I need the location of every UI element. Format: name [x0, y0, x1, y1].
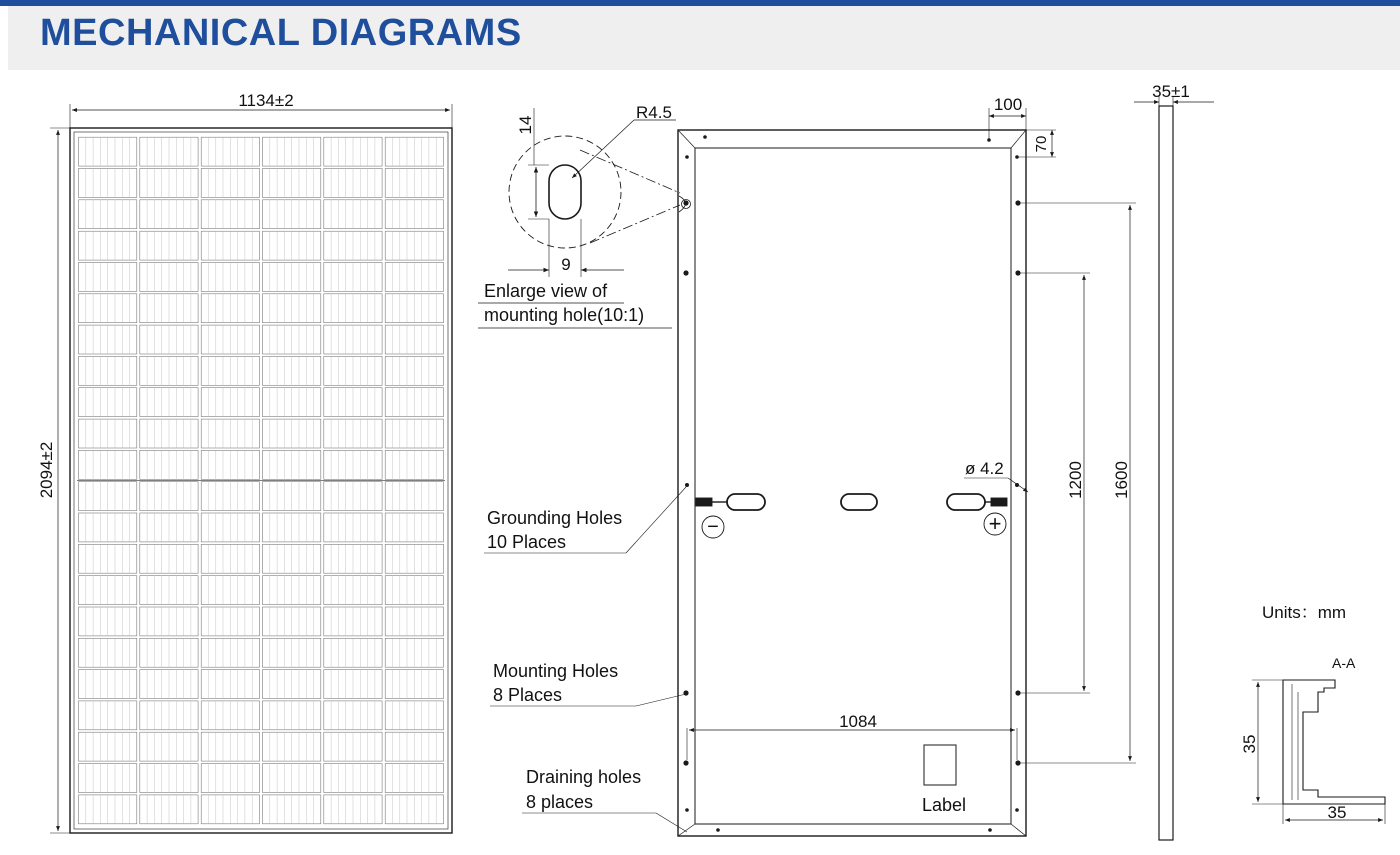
- inner-span-label: 1200: [1066, 461, 1085, 499]
- junction-box-right: [947, 494, 985, 510]
- enlarge-caption-line2: mounting hole(10:1): [484, 305, 645, 325]
- positive-symbol: +: [988, 511, 1002, 536]
- hole-radius-label: R4.5: [636, 103, 672, 122]
- enlarge-circle: [509, 136, 621, 248]
- draining-hole: [716, 828, 720, 832]
- hole-width-label: 9: [561, 255, 571, 274]
- front-view: [50, 104, 452, 833]
- negative-symbol: −: [707, 516, 719, 538]
- draining-callout-line2: 8 places: [526, 792, 594, 812]
- label-box-text: Label: [921, 795, 967, 815]
- mounting-hole-slot: [549, 165, 581, 219]
- draining-hole: [988, 828, 992, 832]
- grounding-callout-line1: Grounding Holes: [487, 508, 623, 528]
- connector-negative: [696, 498, 712, 506]
- grounding-hole: [685, 483, 689, 487]
- top-offset-label: 100: [993, 95, 1023, 114]
- connector-positive: [991, 498, 1007, 506]
- side-profile: [1159, 106, 1173, 840]
- mounting-hole: [683, 200, 688, 205]
- section-title: A-A: [1332, 655, 1356, 671]
- outer-span-label: 1600: [1112, 461, 1131, 499]
- hole-diameter-label: ø 4.2: [965, 459, 1004, 478]
- section-height-label: 35: [1240, 734, 1259, 754]
- back-view: [484, 108, 1136, 836]
- thickness-label: 35±1: [1152, 82, 1190, 101]
- label-box: [924, 745, 956, 785]
- draining-hole: [685, 155, 689, 159]
- draining-callout-line1: Draining holes: [526, 767, 642, 787]
- junction-box-center: [841, 494, 877, 510]
- enlarge-leader-bottom: [590, 205, 680, 243]
- front-height-label: 2094±2: [37, 441, 56, 499]
- mounting-callout-line2: 8 Places: [493, 685, 563, 705]
- grounding-callout-line2: 10 Places: [487, 532, 567, 552]
- mounting-hole: [683, 760, 688, 765]
- page-title: MECHANICAL DIAGRAMS: [40, 12, 522, 54]
- bottom-width-label: 1084: [839, 712, 877, 731]
- junction-box-left: [727, 494, 765, 510]
- mounting-hole: [683, 690, 688, 695]
- top-margin-label: 70: [1033, 135, 1050, 153]
- front-width-label: 1134±2: [238, 91, 294, 110]
- side-view: [1134, 96, 1214, 840]
- draining-hole: [1015, 808, 1019, 812]
- section-width-label: 35: [1327, 803, 1347, 822]
- enlarge-caption-line1: Enlarge view of: [484, 281, 608, 301]
- frame-section: [1283, 680, 1385, 804]
- mounting-hole: [683, 270, 688, 275]
- draining-hole: [703, 135, 707, 139]
- units-label: Units：mm: [1262, 603, 1347, 622]
- hole-height-label: 14: [516, 115, 535, 135]
- draining-hole: [685, 808, 689, 812]
- mounting-callout-line1: Mounting Holes: [493, 661, 619, 681]
- cell-grid: [77, 137, 445, 824]
- section-profile: [1252, 680, 1385, 824]
